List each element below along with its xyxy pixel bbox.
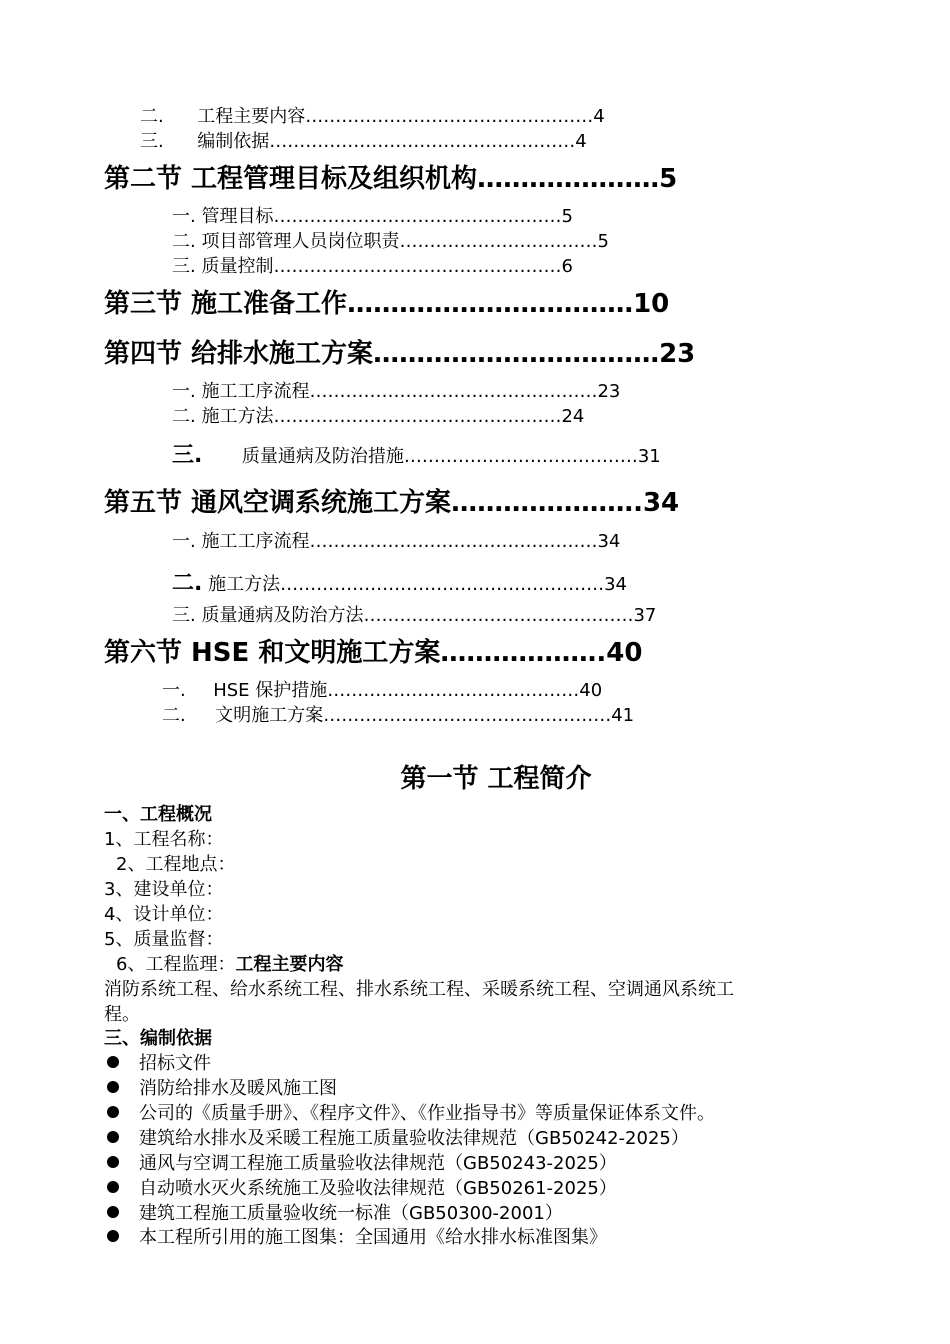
content-paragraph-line: 程。: [104, 1004, 140, 1025]
toc-entry[interactable]: 一. 管理目标…………………………………………5: [172, 206, 573, 227]
toc-entry-title: 一. 管理目标: [172, 206, 274, 227]
toc-entry-page: 4: [575, 131, 587, 152]
toc-entry-number: 二.: [162, 705, 186, 726]
overview-item-label: 6、工程监理：: [116, 954, 236, 975]
toc-entry-title: 工程主要内容: [197, 106, 306, 127]
basis-item: [107, 1049, 211, 1075]
toc-entry-page: .34: [633, 488, 680, 518]
toc-entry[interactable]: 二. 施工方法…………………………………………24: [172, 406, 585, 427]
content-paragraph-line: 消防系统工程、给水系统工程、排水系统工程、采暖系统工程、空调通风系统工: [104, 979, 734, 1000]
bullet-icon: [107, 1156, 119, 1168]
toc-entry-title: 一. 施工工序流程: [172, 531, 310, 552]
toc-entry[interactable]: 一. 施工工序流程…………………………………………34: [172, 531, 621, 552]
toc-entry[interactable]: 三. 质量通病及防治方法………………………………………37: [172, 605, 657, 626]
basis-item-text: 建筑工程施工质量验收统一标准（GB50300-2001）: [139, 1203, 563, 1224]
toc-entry-title: 第四节 给排水施工方案: [104, 339, 374, 369]
toc-entry[interactable]: 三. 编制依据……………………………………………4: [140, 131, 587, 152]
toc-entry-title: 施工方法: [208, 574, 281, 595]
overview-item: [116, 950, 343, 976]
toc-entry[interactable]: 二. 文明施工方案…………………………………………41: [162, 705, 635, 726]
basis-item-text: 自动喷水灭火系统施工及验收法律规范（GB50261-2025）: [139, 1178, 617, 1199]
toc-entry-number: 一.: [162, 680, 186, 701]
bullet-icon: [107, 1106, 119, 1118]
bullet-icon: [107, 1081, 119, 1093]
toc-entry-page: 34: [604, 574, 627, 595]
overview-item: 4、设计单位：: [104, 904, 224, 925]
toc-entry-page: 5: [597, 231, 609, 252]
basis-item: [107, 1124, 689, 1150]
toc-entry[interactable]: 一. 施工工序流程…………………………………………23: [172, 381, 621, 402]
toc-entry[interactable]: 一. HSE 保护措施……………………………………40: [162, 680, 603, 701]
toc-entry-page: 24: [561, 406, 585, 427]
toc-entry-number: 三.: [172, 443, 203, 468]
toc-entry-page: 5: [561, 206, 573, 227]
toc-entry[interactable]: 二. 施工方法………………………………………………34: [172, 571, 627, 596]
toc-chapter-entry[interactable]: 第三节 施工准备工作……………………………10: [104, 289, 670, 319]
bullet-icon: [107, 1181, 119, 1193]
toc-chapter-entry[interactable]: 第二节 工程管理目标及组织机构…………………5: [104, 164, 678, 194]
toc-entry-page: .40: [596, 638, 643, 668]
bullet-icon: [107, 1230, 119, 1242]
toc-entry-title: 第六节 HSE 和文明施工方案: [104, 638, 441, 668]
toc-entry-title: 一. 施工工序流程: [172, 381, 310, 402]
bullet-icon: [107, 1056, 119, 1068]
toc-chapter-entry[interactable]: 第四节 给排水施工方案……………………………23: [104, 339, 696, 369]
toc-entry-number: 二.: [172, 571, 203, 596]
overview-heading: 一、工程概况: [104, 804, 212, 825]
basis-item-text: 本工程所引用的施工图集：全国通用《给水排水标准图集》: [139, 1227, 607, 1248]
section-title: 第一节 工程简介: [400, 764, 592, 794]
toc-entry-number: 二.: [140, 106, 164, 127]
basis-item-text: 通风与空调工程施工质量验收法律规范（GB50243-2025）: [139, 1153, 617, 1174]
basis-item: [107, 1149, 617, 1175]
basis-item: [107, 1199, 563, 1225]
toc-entry-page: 31: [637, 446, 661, 467]
overview-item: 2、工程地点：: [116, 854, 236, 875]
basis-item-text: 招标文件: [139, 1053, 211, 1074]
toc-entry-page: 34: [597, 531, 621, 552]
toc-entry-page: 6: [561, 256, 573, 277]
toc-entry-title: HSE 保护措施: [213, 680, 328, 701]
basis-item-text: 公司的《质量手册》、《程序文件》、《作业指导书》等质量保证体系文件。: [139, 1103, 715, 1124]
toc-entry-title: 第五节 通风空调系统施工方案: [104, 488, 452, 518]
toc-entry[interactable]: 二. 工程主要内容…………………………………………4: [140, 106, 605, 127]
toc-entry-title: 第二节 工程管理目标及组织机构: [104, 164, 478, 194]
toc-entry-title: 文明施工方案: [215, 705, 324, 726]
toc-entry-title: 质量通病及防治措施: [241, 446, 404, 467]
overview-item: 5、质量监督：: [104, 929, 224, 950]
toc-entry-page: 4: [593, 106, 605, 127]
toc-entry[interactable]: 三. 质量通病及防治措施…………………………………31: [172, 443, 661, 468]
bullet-icon: [107, 1206, 119, 1218]
basis-heading: 三、编制依据: [104, 1028, 212, 1049]
toc-entry-title: 第三节 施工准备工作: [104, 289, 348, 319]
toc-entry-page: 23: [597, 381, 621, 402]
toc-entry-title: 三. 质量控制: [172, 256, 274, 277]
toc-entry-title: 编制依据: [197, 131, 270, 152]
toc-entry[interactable]: 三. 质量控制…………………………………………6: [172, 256, 573, 277]
basis-item: [107, 1223, 607, 1249]
toc-entry-page: 23: [659, 339, 696, 369]
toc-entry[interactable]: 二. 项目部管理人员岗位职责……………………………5: [172, 231, 609, 252]
basis-item: [107, 1099, 715, 1125]
toc-entry-page: 37: [633, 605, 657, 626]
overview-item: 3、建设单位：: [104, 879, 224, 900]
toc-chapter-entry[interactable]: 第六节 HSE 和文明施工方案……………….40: [104, 638, 643, 668]
toc-entry-page: 41: [611, 705, 635, 726]
content-heading: 工程主要内容: [235, 954, 344, 975]
basis-item-text: 消防给排水及暖风施工图: [139, 1078, 337, 1099]
toc-entry-number: 三.: [140, 131, 164, 152]
toc-entry-page: 10: [633, 289, 670, 319]
toc-chapter-entry[interactable]: 第五节 通风空调系统施工方案………………….34: [104, 488, 680, 518]
bullet-icon: [107, 1131, 119, 1143]
basis-item-text: 建筑给水排水及采暖工程施工质量验收法律规范（GB50242-2025）: [139, 1128, 689, 1149]
toc-entry-page: 5: [659, 164, 678, 194]
toc-entry-page: 40: [579, 680, 603, 701]
toc-entry-title: 二. 项目部管理人员岗位职责: [172, 231, 400, 252]
basis-item: [107, 1074, 337, 1100]
toc-entry-title: 二. 施工方法: [172, 406, 274, 427]
basis-item: [107, 1174, 617, 1200]
overview-item: 1、工程名称：: [104, 829, 224, 850]
toc-entry-title: 三. 质量通病及防治方法: [172, 605, 364, 626]
